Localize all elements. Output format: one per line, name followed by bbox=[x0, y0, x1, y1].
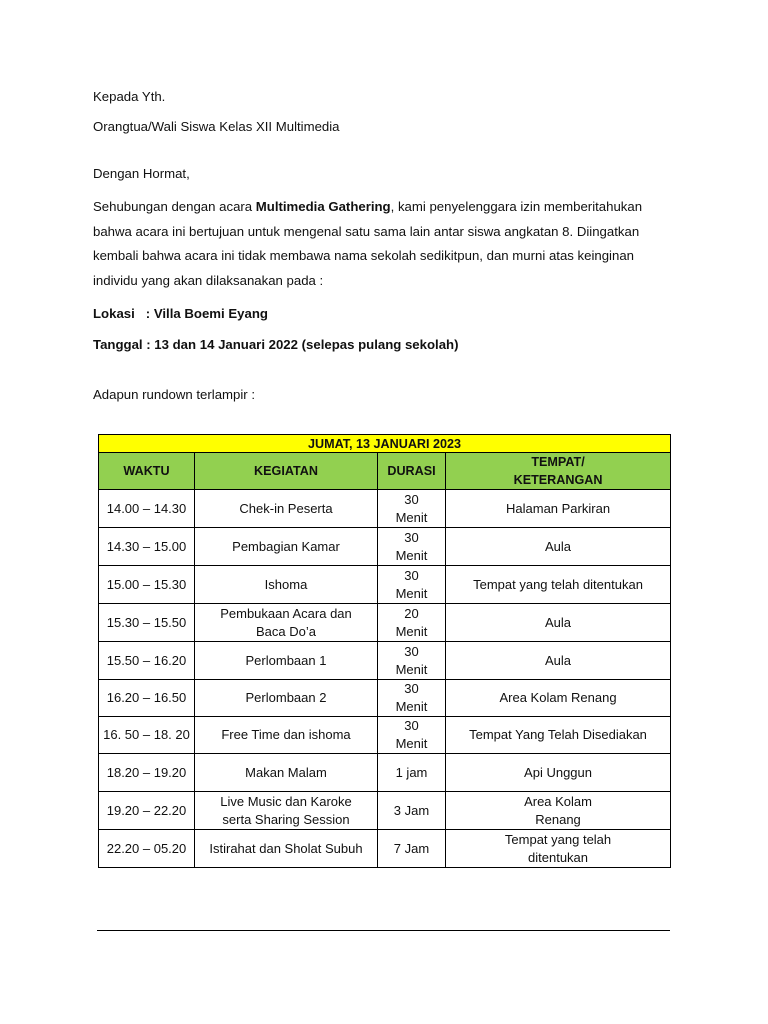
cell-waktu: 14.30 – 15.00 bbox=[99, 528, 195, 566]
cell-waktu: 19.20 – 22.20 bbox=[99, 792, 195, 830]
cell-durasi-line: 30 bbox=[404, 681, 419, 696]
cell-waktu: 15.30 – 15.50 bbox=[99, 604, 195, 642]
cell-durasi bbox=[378, 717, 446, 754]
cell-kegiatan bbox=[195, 717, 378, 754]
cell-kegiatan bbox=[195, 528, 378, 566]
cell-kegiatan-line: Ishoma bbox=[264, 576, 308, 592]
footer-divider bbox=[97, 930, 670, 931]
cell-durasi-line: 30 bbox=[404, 718, 419, 733]
cell-tempat-line: Aula bbox=[545, 652, 572, 668]
body-text-start: Sehubungan dengan acara bbox=[93, 199, 256, 214]
cell-kegiatan-line: serta Sharing Session bbox=[222, 811, 350, 827]
cell-tempat bbox=[446, 566, 671, 604]
cell-kegiatan bbox=[195, 830, 378, 868]
cell-tempat-line: Tempat yang telah bbox=[504, 831, 612, 847]
cell-kegiatan-line: Chek-in Peserta bbox=[239, 500, 333, 516]
cell-tempat-line: Tempat Yang Telah Disediakan bbox=[469, 727, 647, 742]
cell-kegiatan bbox=[195, 490, 378, 528]
cell-kegiatan-line: Makan Malam bbox=[245, 764, 327, 780]
cell-durasi bbox=[378, 490, 446, 528]
cell-waktu: 14.00 – 14.30 bbox=[99, 490, 195, 528]
cell-durasi bbox=[378, 830, 446, 868]
table-row bbox=[99, 566, 671, 604]
header-tempat-line-2: KETERANGAN bbox=[513, 473, 603, 487]
cell-durasi-line: 20 bbox=[404, 605, 419, 621]
location-value: : Villa Boemi Eyang bbox=[145, 306, 268, 321]
cell-durasi-line: Menit bbox=[395, 661, 428, 677]
cell-durasi-line: Menit bbox=[395, 547, 428, 563]
cell-kegiatan-line: Istirahat dan Sholat Subuh bbox=[209, 840, 363, 856]
header-kegiatan: KEGIATAN bbox=[195, 453, 378, 490]
cell-tempat bbox=[446, 792, 671, 830]
cell-durasi bbox=[378, 680, 446, 717]
cell-tempat bbox=[446, 754, 671, 792]
cell-tempat-line: ditentukan bbox=[528, 849, 589, 865]
rundown-table bbox=[98, 434, 671, 868]
cell-waktu: 16.20 – 16.50 bbox=[99, 680, 195, 717]
cell-waktu: 15.50 – 16.20 bbox=[99, 642, 195, 680]
cell-kegiatan-line: Pembukaan Acara dan bbox=[220, 605, 352, 621]
table-row bbox=[99, 830, 671, 868]
cell-kegiatan bbox=[195, 754, 378, 792]
table-row bbox=[99, 754, 671, 792]
greeting: Dengan Hormat, bbox=[93, 166, 190, 181]
cell-waktu: 22.20 – 05.20 bbox=[99, 830, 195, 868]
cell-durasi-line: 30 bbox=[404, 491, 419, 507]
table-row bbox=[99, 604, 671, 642]
cell-durasi-line: Menit bbox=[395, 509, 428, 525]
cell-durasi-line: 7 Jam bbox=[393, 840, 430, 856]
cell-tempat-line: Aula bbox=[545, 614, 572, 630]
table-row bbox=[99, 490, 671, 528]
cell-tempat bbox=[446, 680, 671, 717]
table-title: JUMAT, 13 JANUARI 2023 bbox=[99, 435, 671, 453]
cell-tempat-line: Renang bbox=[535, 811, 581, 827]
cell-durasi-line: 30 bbox=[404, 567, 419, 583]
cell-tempat-line: Area Kolam Renang bbox=[499, 690, 617, 705]
cell-kegiatan-line: Free Time dan ishoma bbox=[221, 727, 351, 742]
cell-durasi-line: Menit bbox=[395, 623, 428, 639]
cell-durasi bbox=[378, 566, 446, 604]
cell-tempat-line: Area Kolam bbox=[524, 793, 592, 809]
cell-tempat bbox=[446, 528, 671, 566]
table-title-row bbox=[99, 435, 671, 453]
cell-durasi-line: Menit bbox=[395, 699, 428, 714]
cell-tempat bbox=[446, 604, 671, 642]
cell-tempat-line: Tempat yang telah ditentukan bbox=[473, 576, 643, 592]
cell-waktu: 18.20 – 19.20 bbox=[99, 754, 195, 792]
table-row bbox=[99, 792, 671, 830]
cell-durasi bbox=[378, 604, 446, 642]
cell-kegiatan-line: Perlombaan 2 bbox=[245, 690, 327, 705]
cell-waktu: 15.00 – 15.30 bbox=[99, 566, 195, 604]
cell-durasi-line: 30 bbox=[404, 643, 419, 659]
cell-durasi-line: Menit bbox=[395, 585, 428, 601]
cell-kegiatan bbox=[195, 792, 378, 830]
body-text-end: , kami penyelenggara izin memberitahukan bahwa acara ini bertujuan untuk mengenal satu sama lain antar siswa angkatan 8. Diingatkan kembali bahwa acara ini tidak membawa nama sekolah sedikitpun, dan murni atas keinginan individu yang akan dilaksanakan pada : bbox=[93, 199, 643, 288]
table-row bbox=[99, 528, 671, 566]
addressee-line-2: Orangtua/Wali Siswa Kelas XII Multimedia bbox=[93, 119, 340, 134]
cell-kegiatan-line: Pembagian Kamar bbox=[232, 538, 340, 554]
rundown-intro: Adapun rundown terlampir : bbox=[93, 387, 256, 402]
header-waktu: WAKTU bbox=[99, 453, 195, 490]
cell-kegiatan bbox=[195, 680, 378, 717]
cell-tempat-line: Halaman Parkiran bbox=[506, 500, 611, 516]
cell-kegiatan-line: Baca Do’a bbox=[256, 623, 316, 639]
cell-tempat bbox=[446, 490, 671, 528]
cell-durasi-line: 1 jam bbox=[395, 764, 428, 780]
table-header-row bbox=[99, 453, 671, 490]
header-tempat-line-1: TEMPAT/ bbox=[531, 455, 585, 469]
cell-kegiatan bbox=[195, 566, 378, 604]
cell-tempat-line: Aula bbox=[545, 538, 572, 554]
table-row bbox=[99, 717, 671, 754]
cell-durasi bbox=[378, 642, 446, 680]
table-row bbox=[99, 680, 671, 717]
cell-durasi-line: Menit bbox=[395, 736, 428, 751]
cell-durasi-line: 30 bbox=[404, 529, 419, 545]
body-paragraph bbox=[93, 195, 678, 293]
cell-kegiatan-line: Live Music dan Karoke bbox=[220, 793, 352, 809]
cell-waktu: 16. 50 – 18. 20 bbox=[99, 717, 195, 754]
date-line: Tanggal : 13 dan 14 Januari 2022 (selepas pulang sekolah) bbox=[93, 337, 459, 352]
cell-tempat bbox=[446, 830, 671, 868]
event-name: Multimedia Gathering bbox=[255, 199, 391, 214]
table-row bbox=[99, 642, 671, 680]
addressee-line-1: Kepada Yth. bbox=[93, 89, 166, 104]
cell-durasi bbox=[378, 792, 446, 830]
location-line bbox=[93, 306, 268, 321]
header-tempat bbox=[446, 453, 671, 490]
cell-durasi bbox=[378, 528, 446, 566]
location-label: Lokasi bbox=[93, 306, 135, 321]
cell-durasi-line: 3 Jam bbox=[393, 802, 430, 818]
cell-durasi bbox=[378, 754, 446, 792]
header-durasi: DURASI bbox=[378, 453, 446, 490]
cell-kegiatan-line: Perlombaan 1 bbox=[245, 652, 327, 668]
cell-tempat bbox=[446, 642, 671, 680]
cell-kegiatan bbox=[195, 642, 378, 680]
cell-kegiatan bbox=[195, 604, 378, 642]
cell-tempat bbox=[446, 717, 671, 754]
cell-tempat-line: Api Unggun bbox=[524, 764, 592, 780]
